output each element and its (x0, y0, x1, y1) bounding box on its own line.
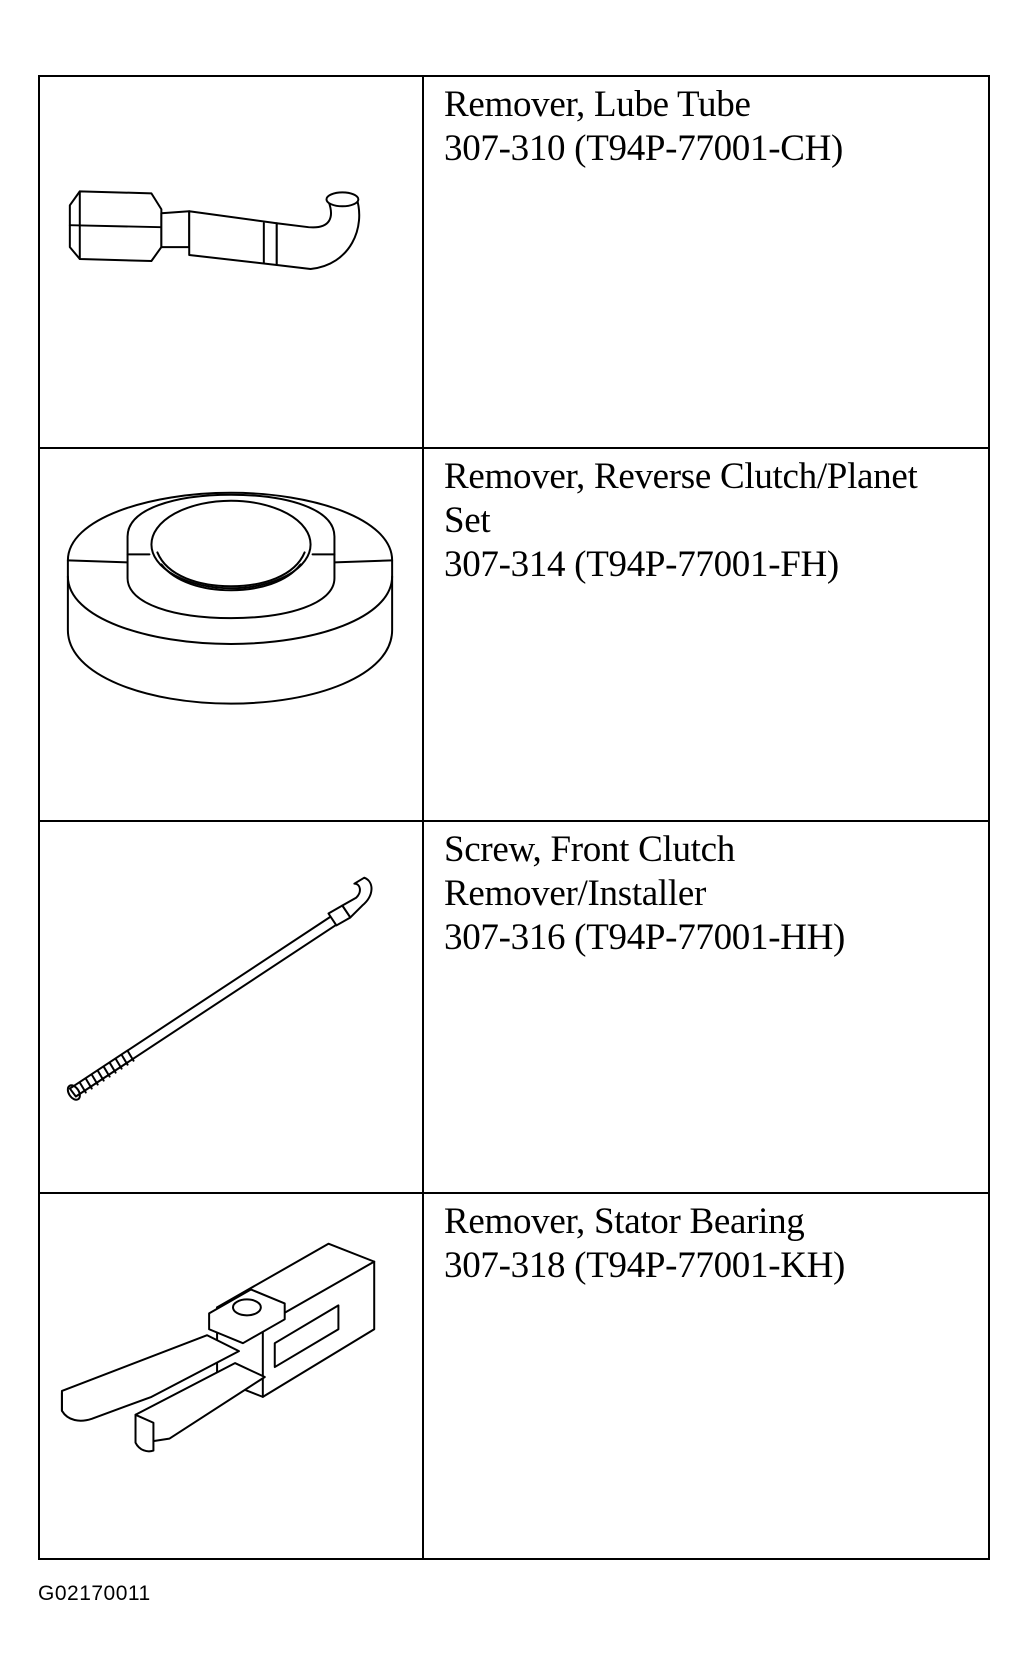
tool-part-number: 307-316 (T94P-77001-HH) (444, 917, 846, 958)
tool-row (40, 447, 988, 820)
figure-id: G02170011 (38, 1582, 151, 1605)
tool-image-cell (40, 822, 424, 1192)
tool-part-number: 307-318 (T94P-77001-KH) (444, 1245, 846, 1286)
tool-row (40, 820, 988, 1192)
tool-description (424, 77, 988, 447)
lube-tube-remover-icon (40, 77, 422, 447)
front-clutch-screw-icon (40, 822, 422, 1192)
tool-description (424, 449, 988, 820)
tool-part-number: 307-314 (T94P-77001-FH) (444, 544, 839, 585)
tool-description (424, 822, 988, 1192)
tool-name-continued: Set (444, 500, 491, 541)
tool-row (40, 77, 988, 447)
tool-name: Screw, Front Clutch (444, 829, 735, 870)
reverse-clutch-planet-set-remover-icon (40, 449, 422, 820)
tool-row (40, 1192, 988, 1558)
tool-image-cell (40, 77, 424, 447)
tool-part-number: 307-310 (T94P-77001-CH) (444, 128, 844, 169)
tool-name: Remover, Stator Bearing (444, 1201, 805, 1242)
tool-name-continued: Remover/Installer (444, 873, 707, 914)
tool-image-cell (40, 449, 424, 820)
special-tools-table (38, 75, 990, 1560)
stator-bearing-remover-icon (40, 1194, 422, 1558)
tool-image-cell (40, 1194, 424, 1558)
tool-name: Remover, Reverse Clutch/Planet (444, 456, 918, 497)
tool-name: Remover, Lube Tube (444, 84, 751, 125)
tool-description (424, 1194, 988, 1558)
